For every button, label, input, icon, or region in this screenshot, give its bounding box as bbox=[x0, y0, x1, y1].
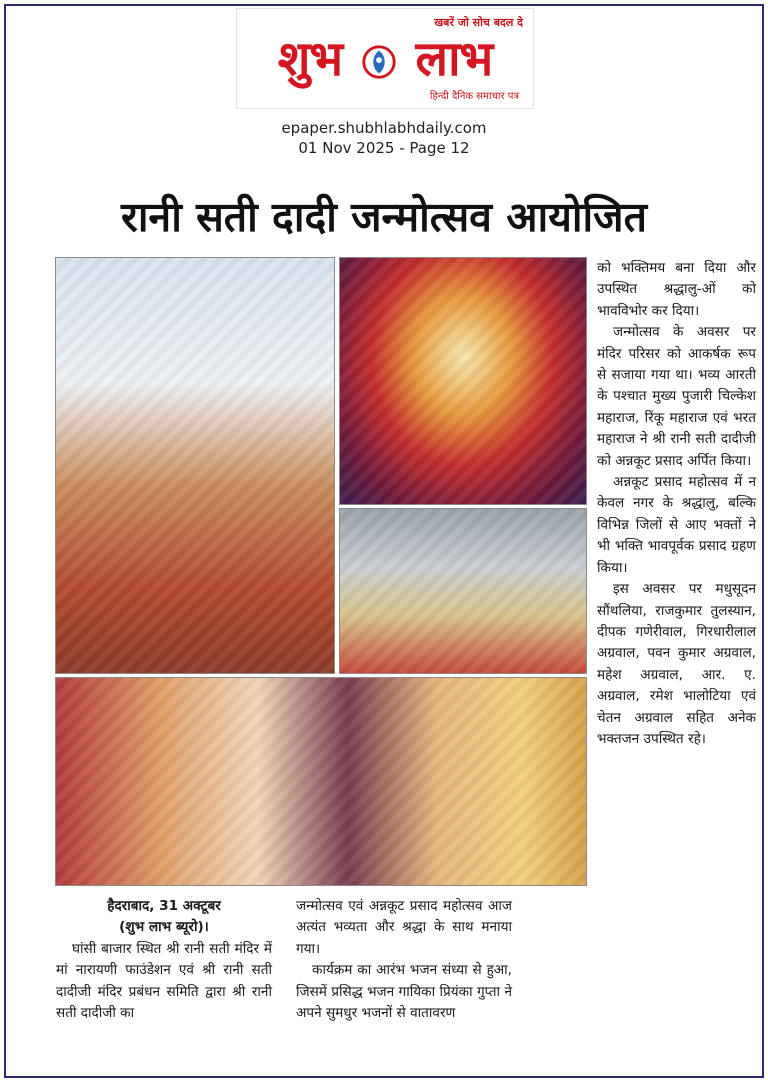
article-headline: रानी सती दादी जन्मोत्सव आयोजित bbox=[121, 193, 647, 241]
photo-women-lighting-lamps bbox=[55, 677, 587, 886]
article-column-left bbox=[56, 896, 272, 1024]
article-paragraph: जन्मोत्सव के अवसर पर मंदिर परिसर को आकर्षक रूप से सजाया गया था। भव्य आरती के पश्चात मुख्य पुजारी चिल्केश महाराज, रिंकू महाराज एवं भरत महाराज ने श्री रानी सती दादीजी को अन्नकूट प्रसाद अर्पित किया। bbox=[597, 324, 756, 469]
article-column-middle bbox=[296, 896, 512, 1024]
epaper-url: epaper.shubhlabhdaily.com bbox=[281, 119, 487, 137]
ganesha-emblem-icon bbox=[360, 43, 398, 81]
article-column-right bbox=[597, 258, 756, 750]
masthead-subtitle: हिन्दी दैनिक समाचार पत्र bbox=[429, 91, 519, 102]
masthead-logo bbox=[236, 8, 534, 109]
masthead-title bbox=[237, 25, 533, 90]
photo-seated-devotees bbox=[339, 508, 587, 674]
photo-decorated-deity bbox=[339, 257, 587, 505]
logo-left-word: शुभ bbox=[277, 31, 343, 87]
edition-date-page: 01 Nov 2025 - Page 12 bbox=[298, 139, 470, 157]
article-paragraph: अन्नकूट प्रसाद महोत्सव में न केवल नगर के श्रद्धालु, बल्कि विभिन्न जिलों से आए भक्तों ने भी भक्ति भावपूर्वक प्रसाद ग्रहण किया। bbox=[597, 474, 756, 576]
logo-right-word: लाभ bbox=[415, 31, 493, 87]
article-paragraph: घांसी बाजार स्थित श्री रानी सती मंदिर में मां नारायणी फाउंडेशन एवं श्री रानी सती दादीजी मंदिर प्रबंधन समिति द्वारा श्री रानी सती दादीजी का bbox=[56, 940, 272, 1022]
article-dateline: हैदराबाद, 31 अक्टूबर bbox=[107, 898, 221, 914]
article-paragraph: इस अवसर पर मधुसूदन सौंथलिया, राजकुमार तुलस्यान, दीपक गणेरीवाल, गिरधारीलाल अग्रवाल, पवन कुमार अग्रवाल, महेश अग्रवाल, आर. ए. अग्रवाल, रमेश भालोटिया एवं चेतन अग्रवाल सहित अनेक भक्तजन उपस्थित रहे। bbox=[597, 581, 756, 747]
photo-singer-performing bbox=[55, 257, 335, 674]
article-paragraph: को भक्तिमय बना दिया और उपस्थित श्रद्धालु-ओं को भावविभोर कर दिया। bbox=[597, 260, 756, 319]
article-bureau: (शुभ लाभ ब्यूरो)। bbox=[119, 919, 209, 936]
article-paragraph: कार्यक्रम का आरंभ भजन संध्या से हुआ, जिसमें प्रसिद्ध भजन गायिका प्रियंका गुप्ता ने अपने सुमधुर भजनों से वातावरण bbox=[296, 962, 512, 1022]
article-paragraph: जन्मोत्सव एवं अन्नकूट प्रसाद महोत्सव आज अत्यंत भव्यता और श्रद्धा के साथ मनाया गया। bbox=[296, 898, 512, 957]
masthead-tagline: खबरें जो सोच बदल दे bbox=[434, 16, 523, 29]
